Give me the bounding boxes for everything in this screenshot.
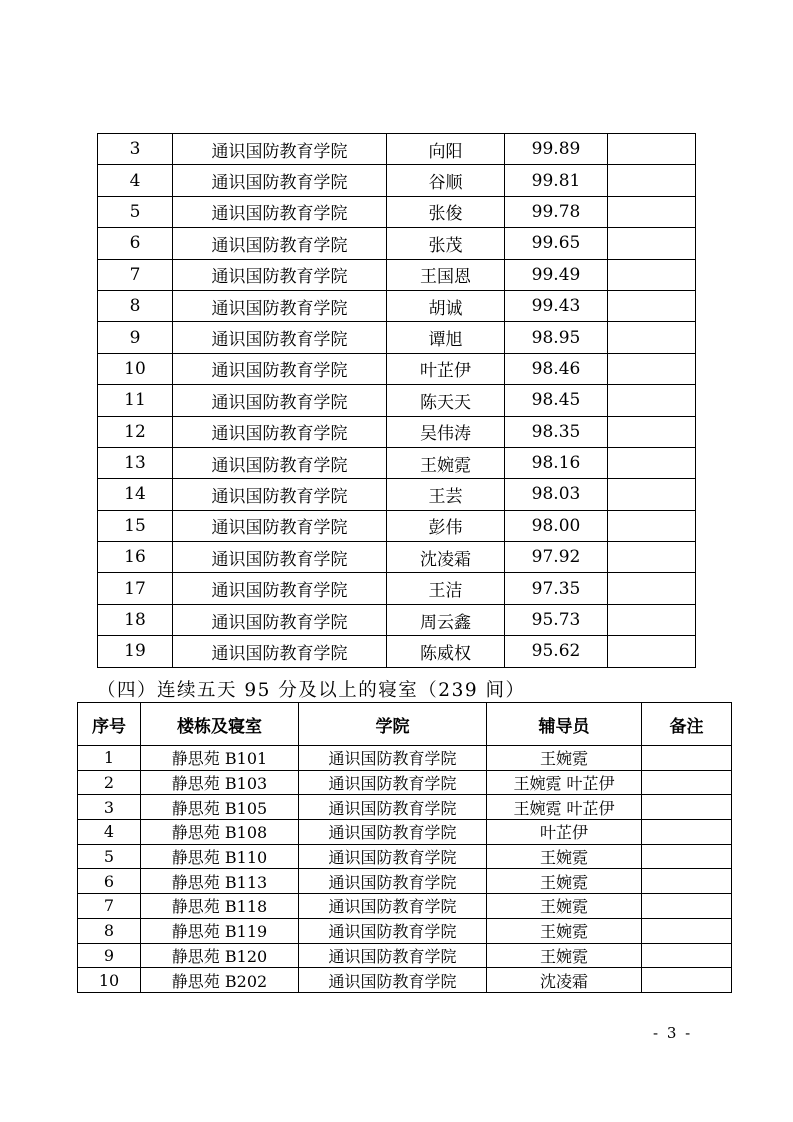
table-row (98, 636, 696, 667)
cell-no: 8 (78, 918, 141, 943)
cell-counselor: 叶芷伊 (487, 820, 642, 845)
dormitory-table-body (78, 746, 732, 993)
cell-score: 98.00 (505, 510, 608, 541)
cell-no: 8 (98, 290, 173, 321)
cell-score: 99.78 (505, 196, 608, 227)
header-note: 备注 (642, 703, 732, 746)
cell-note (608, 228, 696, 259)
cell-name: 叶芷伊 (387, 353, 505, 384)
table-row (98, 165, 696, 196)
header-room: 楼栋及寝室 (141, 703, 299, 746)
cell-note (608, 510, 696, 541)
header-no: 序号 (78, 703, 141, 746)
cell-college: 通识国防教育学院 (173, 604, 387, 635)
cell-no: 7 (78, 894, 141, 919)
table-row (98, 542, 696, 573)
cell-no: 9 (78, 943, 141, 968)
cell-name: 谷顺 (387, 165, 505, 196)
cell-counselor: 王婉霓 (487, 918, 642, 943)
cell-college: 通识国防教育学院 (299, 894, 487, 919)
cell-room: 静思苑 B103 (141, 770, 299, 795)
table-row (98, 604, 696, 635)
cell-college: 通识国防教育学院 (173, 542, 387, 573)
cell-room: 静思苑 B202 (141, 968, 299, 993)
table-row (98, 385, 696, 416)
cell-no: 16 (98, 542, 173, 573)
cell-score: 98.16 (505, 447, 608, 478)
cell-college: 通识国防教育学院 (173, 510, 387, 541)
cell-college: 通识国防教育学院 (299, 968, 487, 993)
cell-note (608, 385, 696, 416)
cell-name: 王芸 (387, 479, 505, 510)
cell-college: 通识国防教育学院 (299, 820, 487, 845)
header-counselor: 辅导员 (487, 703, 642, 746)
cell-note (608, 134, 696, 165)
cell-note (608, 353, 696, 384)
cell-college: 通识国防教育学院 (299, 918, 487, 943)
cell-no: 7 (98, 259, 173, 290)
cell-college: 通识国防教育学院 (173, 636, 387, 667)
cell-counselor: 王婉霓 叶芷伊 (487, 795, 642, 820)
cell-note (608, 542, 696, 573)
cell-no: 12 (98, 416, 173, 447)
cell-no: 5 (98, 196, 173, 227)
cell-note (642, 795, 732, 820)
table-row (98, 322, 696, 353)
cell-no: 6 (78, 869, 141, 894)
cell-note (608, 479, 696, 510)
cell-note (642, 869, 732, 894)
cell-college: 通识国防教育学院 (299, 869, 487, 894)
cell-college: 通识国防教育学院 (173, 228, 387, 259)
cell-name: 周云鑫 (387, 604, 505, 635)
table-row (98, 259, 696, 290)
cell-no: 3 (98, 134, 173, 165)
cell-note (642, 770, 732, 795)
cell-college: 通识国防教育学院 (173, 259, 387, 290)
cell-room: 静思苑 B119 (141, 918, 299, 943)
cell-name: 向阳 (387, 134, 505, 165)
table-row (98, 134, 696, 165)
cell-college: 通识国防教育学院 (173, 573, 387, 604)
cell-name: 张茂 (387, 228, 505, 259)
cell-note (608, 259, 696, 290)
table-row (78, 869, 732, 894)
cell-name: 谭旭 (387, 322, 505, 353)
cell-college: 通识国防教育学院 (299, 795, 487, 820)
cell-name: 张俊 (387, 196, 505, 227)
table-row (78, 968, 732, 993)
cell-note (642, 968, 732, 993)
cell-score: 99.89 (505, 134, 608, 165)
cell-no: 10 (78, 968, 141, 993)
cell-name: 彭伟 (387, 510, 505, 541)
cell-name: 胡诚 (387, 290, 505, 321)
table-row (98, 416, 696, 447)
cell-note (608, 447, 696, 478)
cell-no: 13 (98, 447, 173, 478)
cell-no: 6 (98, 228, 173, 259)
section-heading: （四）连续五天 95 分及以上的寝室（239 间） (97, 680, 526, 701)
table-row (78, 844, 732, 869)
page-number: - 3 - (653, 1024, 693, 1042)
cell-no: 9 (98, 322, 173, 353)
cell-college: 通识国防教育学院 (173, 479, 387, 510)
table-row (98, 479, 696, 510)
cell-note (642, 943, 732, 968)
cell-note (642, 746, 732, 771)
cell-note (642, 894, 732, 919)
cell-note (642, 820, 732, 845)
cell-counselor: 王婉霓 (487, 943, 642, 968)
cell-college: 通识国防教育学院 (173, 196, 387, 227)
cell-note (608, 416, 696, 447)
cell-score: 97.35 (505, 573, 608, 604)
cell-college: 通识国防教育学院 (299, 770, 487, 795)
cell-score: 98.95 (505, 322, 608, 353)
cell-college: 通识国防教育学院 (173, 290, 387, 321)
cell-note (608, 636, 696, 667)
cell-name: 陈威权 (387, 636, 505, 667)
cell-note (608, 165, 696, 196)
table-row (98, 353, 696, 384)
cell-no: 14 (98, 479, 173, 510)
cell-score: 97.92 (505, 542, 608, 573)
cell-no: 5 (78, 844, 141, 869)
cell-note (608, 322, 696, 353)
cell-room: 静思苑 B120 (141, 943, 299, 968)
student-score-table (97, 133, 696, 668)
cell-room: 静思苑 B110 (141, 844, 299, 869)
table-row (78, 943, 732, 968)
cell-counselor: 沈凌霜 (487, 968, 642, 993)
cell-name: 王国恩 (387, 259, 505, 290)
dormitory-table-header-row (78, 703, 732, 746)
cell-college: 通识国防教育学院 (173, 134, 387, 165)
cell-counselor: 王婉霓 (487, 869, 642, 894)
cell-name: 陈天天 (387, 385, 505, 416)
cell-score: 98.46 (505, 353, 608, 384)
cell-note (608, 573, 696, 604)
cell-college: 通识国防教育学院 (173, 416, 387, 447)
cell-no: 1 (78, 746, 141, 771)
cell-score: 99.81 (505, 165, 608, 196)
cell-no: 10 (98, 353, 173, 384)
cell-note (642, 844, 732, 869)
table-row (78, 918, 732, 943)
table-row (98, 196, 696, 227)
cell-college: 通识国防教育学院 (299, 844, 487, 869)
table-row (98, 290, 696, 321)
cell-room: 静思苑 B118 (141, 894, 299, 919)
table-row (98, 228, 696, 259)
dormitory-table (77, 702, 732, 993)
table-row (98, 573, 696, 604)
cell-score: 95.73 (505, 604, 608, 635)
cell-college: 通识国防教育学院 (173, 165, 387, 196)
cell-college: 通识国防教育学院 (173, 322, 387, 353)
cell-name: 王婉霓 (387, 447, 505, 478)
cell-note (608, 290, 696, 321)
cell-score: 99.65 (505, 228, 608, 259)
cell-note (642, 918, 732, 943)
cell-no: 11 (98, 385, 173, 416)
table-row (98, 447, 696, 478)
cell-no: 3 (78, 795, 141, 820)
table-row (78, 894, 732, 919)
cell-note (608, 196, 696, 227)
cell-counselor: 王婉霓 (487, 894, 642, 919)
cell-no: 19 (98, 636, 173, 667)
cell-no: 4 (98, 165, 173, 196)
cell-counselor: 王婉霓 叶芷伊 (487, 770, 642, 795)
cell-room: 静思苑 B113 (141, 869, 299, 894)
cell-score: 95.62 (505, 636, 608, 667)
cell-room: 静思苑 B108 (141, 820, 299, 845)
cell-score: 98.45 (505, 385, 608, 416)
cell-room: 静思苑 B101 (141, 746, 299, 771)
cell-counselor: 王婉霓 (487, 844, 642, 869)
cell-score: 98.03 (505, 479, 608, 510)
cell-name: 吴伟涛 (387, 416, 505, 447)
cell-note (608, 604, 696, 635)
cell-college: 通识国防教育学院 (173, 353, 387, 384)
cell-name: 王洁 (387, 573, 505, 604)
cell-no: 4 (78, 820, 141, 845)
table-row (78, 795, 732, 820)
cell-name: 沈凌霜 (387, 542, 505, 573)
cell-college: 通识国防教育学院 (299, 943, 487, 968)
table-row (98, 510, 696, 541)
student-score-table-body (98, 134, 696, 668)
header-college: 学院 (299, 703, 487, 746)
cell-score: 99.43 (505, 290, 608, 321)
cell-score: 99.49 (505, 259, 608, 290)
cell-no: 18 (98, 604, 173, 635)
table-row (78, 820, 732, 845)
cell-room: 静思苑 B105 (141, 795, 299, 820)
cell-college: 通识国防教育学院 (173, 447, 387, 478)
table-row (78, 746, 732, 771)
cell-no: 2 (78, 770, 141, 795)
table-row (78, 770, 732, 795)
cell-college: 通识国防教育学院 (173, 385, 387, 416)
cell-score: 98.35 (505, 416, 608, 447)
cell-no: 17 (98, 573, 173, 604)
cell-no: 15 (98, 510, 173, 541)
cell-college: 通识国防教育学院 (299, 746, 487, 771)
cell-counselor: 王婉霓 (487, 746, 642, 771)
